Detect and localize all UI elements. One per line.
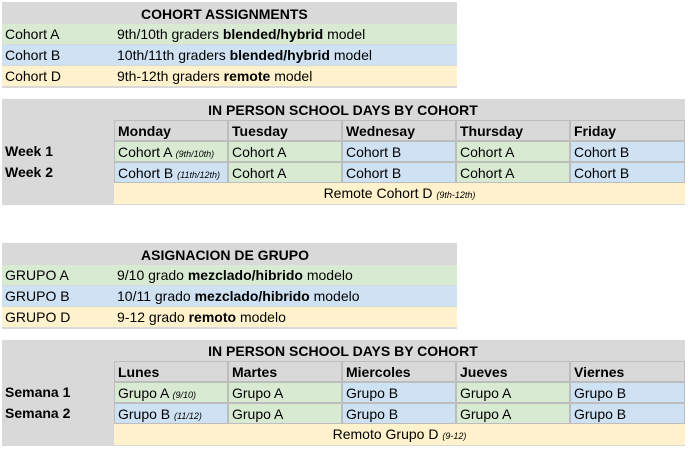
remote-note: (9-12) xyxy=(442,431,467,441)
day-header: Monday xyxy=(114,120,228,141)
assignment-desc xyxy=(114,45,457,65)
desc-post: modelo xyxy=(302,267,353,283)
week-label: Week 2 xyxy=(5,164,53,180)
week-label: Week 1 xyxy=(5,143,53,159)
schedule-title-es: IN PERSON SCHOOL DAYS BY COHORT xyxy=(208,343,478,359)
assignment-name: Cohort A xyxy=(2,24,114,44)
week-label: Semana 2 xyxy=(5,405,71,421)
assignments-title-en: COHORT ASSIGNMENTS xyxy=(141,6,308,22)
desc-bold: mezclado/hibrido xyxy=(194,288,310,304)
schedule-cell: Grupo A xyxy=(228,382,342,403)
day-header: Martes xyxy=(228,361,342,382)
desc-pre: 9/10 grado xyxy=(117,267,188,283)
schedule-cell: Cohort B xyxy=(342,141,456,162)
schedule-cell xyxy=(114,162,228,183)
assignment-desc xyxy=(114,24,457,44)
schedule-cell xyxy=(114,382,228,403)
desc-post: model xyxy=(329,47,372,63)
assignment-name: GRUPO A xyxy=(2,265,114,285)
assignment-desc xyxy=(114,265,457,285)
schedule-cell xyxy=(114,403,228,424)
cell-note: (11/12) xyxy=(174,411,202,421)
schedule-cell: Cohort B xyxy=(570,162,685,183)
schedule-cell: Grupo B xyxy=(342,403,456,424)
day-header: Viernes xyxy=(570,361,685,382)
schedule-cell: Grupo A xyxy=(456,382,570,403)
cell-text: Grupo A xyxy=(118,385,169,401)
desc-bold: remoto xyxy=(188,309,237,325)
schedule-cell: Cohort A xyxy=(456,141,570,162)
desc-bold: blended/hybrid xyxy=(229,47,330,63)
schedule-cell: Cohort A xyxy=(456,162,570,183)
cell-text: Grupo B xyxy=(118,406,171,422)
desc-bold: mezclado/hibrido xyxy=(187,267,303,283)
schedule-cell xyxy=(114,141,228,162)
remote-note: (9th-12th) xyxy=(436,190,476,200)
desc-post: modelo xyxy=(309,288,360,304)
desc-post: modelo xyxy=(236,309,286,325)
cell-text: Cohort B xyxy=(118,165,174,181)
cell-note: (11th/12th) xyxy=(177,170,221,180)
desc-post: model xyxy=(270,68,313,84)
assignment-desc xyxy=(114,286,457,306)
schedule-cell: Grupo B xyxy=(570,403,685,424)
assignments-title-es: ASIGNACION DE GRUPO xyxy=(141,247,310,263)
schedule-cell: Grupo A xyxy=(456,403,570,424)
cell-text: Cohort A xyxy=(118,144,172,160)
assignment-name: GRUPO B xyxy=(2,286,114,306)
cell-note: (9/10) xyxy=(172,390,196,400)
schedule-cell: Cohort A xyxy=(228,141,342,162)
schedule-cell: Grupo B xyxy=(342,382,456,403)
day-header: Friday xyxy=(570,120,685,141)
day-header: Lunes xyxy=(114,361,228,382)
assignment-name: GRUPO D xyxy=(2,307,114,327)
desc-post: model xyxy=(323,26,366,42)
desc-pre: 9-12 grado xyxy=(117,309,189,325)
cell-note: (9th/10th) xyxy=(175,149,215,159)
schedule-title-en: IN PERSON SCHOOL DAYS BY COHORT xyxy=(208,102,478,118)
day-header: Wednesay xyxy=(342,120,456,141)
schedule-cell: Grupo A xyxy=(228,403,342,424)
desc-pre: 10/11 grado xyxy=(117,288,195,304)
desc-pre: 9th-12th graders xyxy=(117,68,224,84)
day-header: Tuesday xyxy=(228,120,342,141)
desc-bold: blended/hybrid xyxy=(222,26,324,42)
day-header: Jueves xyxy=(456,361,570,382)
schedule-cell: Cohort B xyxy=(342,162,456,183)
schedule-cell: Grupo B xyxy=(570,382,685,403)
desc-bold: remote xyxy=(223,68,271,84)
day-header: Miercoles xyxy=(342,361,456,382)
remote-row-es xyxy=(114,424,685,445)
assignment-desc xyxy=(114,307,457,327)
schedule-cell: Cohort B xyxy=(570,141,685,162)
remote-text: Remote Cohort D xyxy=(323,185,433,201)
schedule-cell: Cohort A xyxy=(228,162,342,183)
desc-pre: 9th/10th graders xyxy=(117,26,223,42)
assignment-desc xyxy=(114,66,457,86)
remote-row-en xyxy=(114,183,685,204)
day-header: Thursday xyxy=(456,120,570,141)
assignment-name: Cohort D xyxy=(2,66,114,86)
assignment-name: Cohort B xyxy=(2,45,114,65)
week-label: Semana 1 xyxy=(5,384,71,400)
desc-pre: 10th/11th graders xyxy=(117,47,230,63)
remote-text: Remoto Grupo D xyxy=(332,426,439,442)
